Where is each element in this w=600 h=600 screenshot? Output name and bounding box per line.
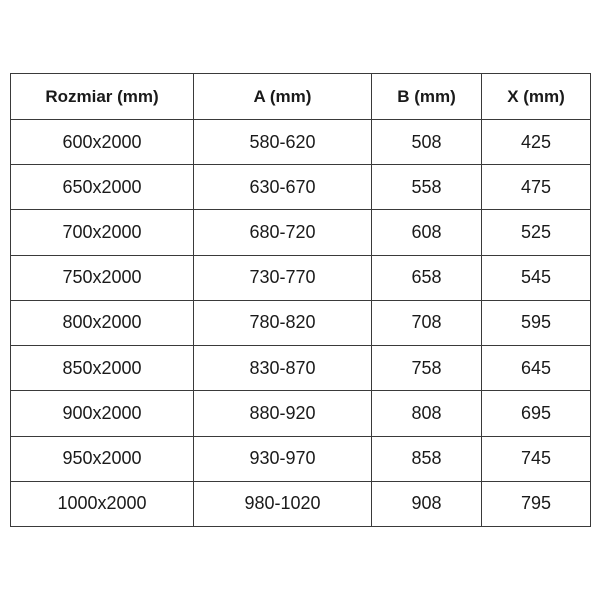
table-row [11,300,591,345]
table-row [11,120,591,165]
cell-b: 608 [372,210,482,255]
cell-x: 695 [482,391,591,436]
cell-b: 708 [372,300,482,345]
cell-x: 475 [482,165,591,210]
cell-a: 730-770 [194,255,372,300]
cell-b: 658 [372,255,482,300]
cell-x: 545 [482,255,591,300]
cell-size: 1000x2000 [11,481,194,526]
header-x: X (mm) [482,74,591,120]
cell-b: 808 [372,391,482,436]
cell-size: 800x2000 [11,300,194,345]
cell-x: 425 [482,120,591,165]
table-row [11,391,591,436]
table-row [11,481,591,526]
cell-x: 745 [482,436,591,481]
cell-x: 525 [482,210,591,255]
cell-size: 750x2000 [11,255,194,300]
cell-size: 600x2000 [11,120,194,165]
cell-a: 580-620 [194,120,372,165]
cell-size: 700x2000 [11,210,194,255]
cell-a: 930-970 [194,436,372,481]
cell-a: 830-870 [194,346,372,391]
table-body [11,120,591,527]
cell-x: 645 [482,346,591,391]
cell-x: 795 [482,481,591,526]
cell-b: 758 [372,346,482,391]
cell-size: 900x2000 [11,391,194,436]
cell-b: 858 [372,436,482,481]
cell-a: 980-1020 [194,481,372,526]
cell-size: 950x2000 [11,436,194,481]
cell-b: 558 [372,165,482,210]
table-row [11,436,591,481]
cell-x: 595 [482,300,591,345]
cell-size: 650x2000 [11,165,194,210]
table-row [11,210,591,255]
table-row [11,346,591,391]
cell-a: 880-920 [194,391,372,436]
header-row [11,74,591,120]
cell-a: 630-670 [194,165,372,210]
table-header [11,74,591,120]
cell-a: 780-820 [194,300,372,345]
cell-b: 508 [372,120,482,165]
header-size: Rozmiar (mm) [11,74,194,120]
size-table [10,73,591,527]
cell-size: 850x2000 [11,346,194,391]
header-a: A (mm) [194,74,372,120]
cell-a: 680-720 [194,210,372,255]
table-row [11,165,591,210]
cell-b: 908 [372,481,482,526]
header-b: B (mm) [372,74,482,120]
table-row [11,255,591,300]
